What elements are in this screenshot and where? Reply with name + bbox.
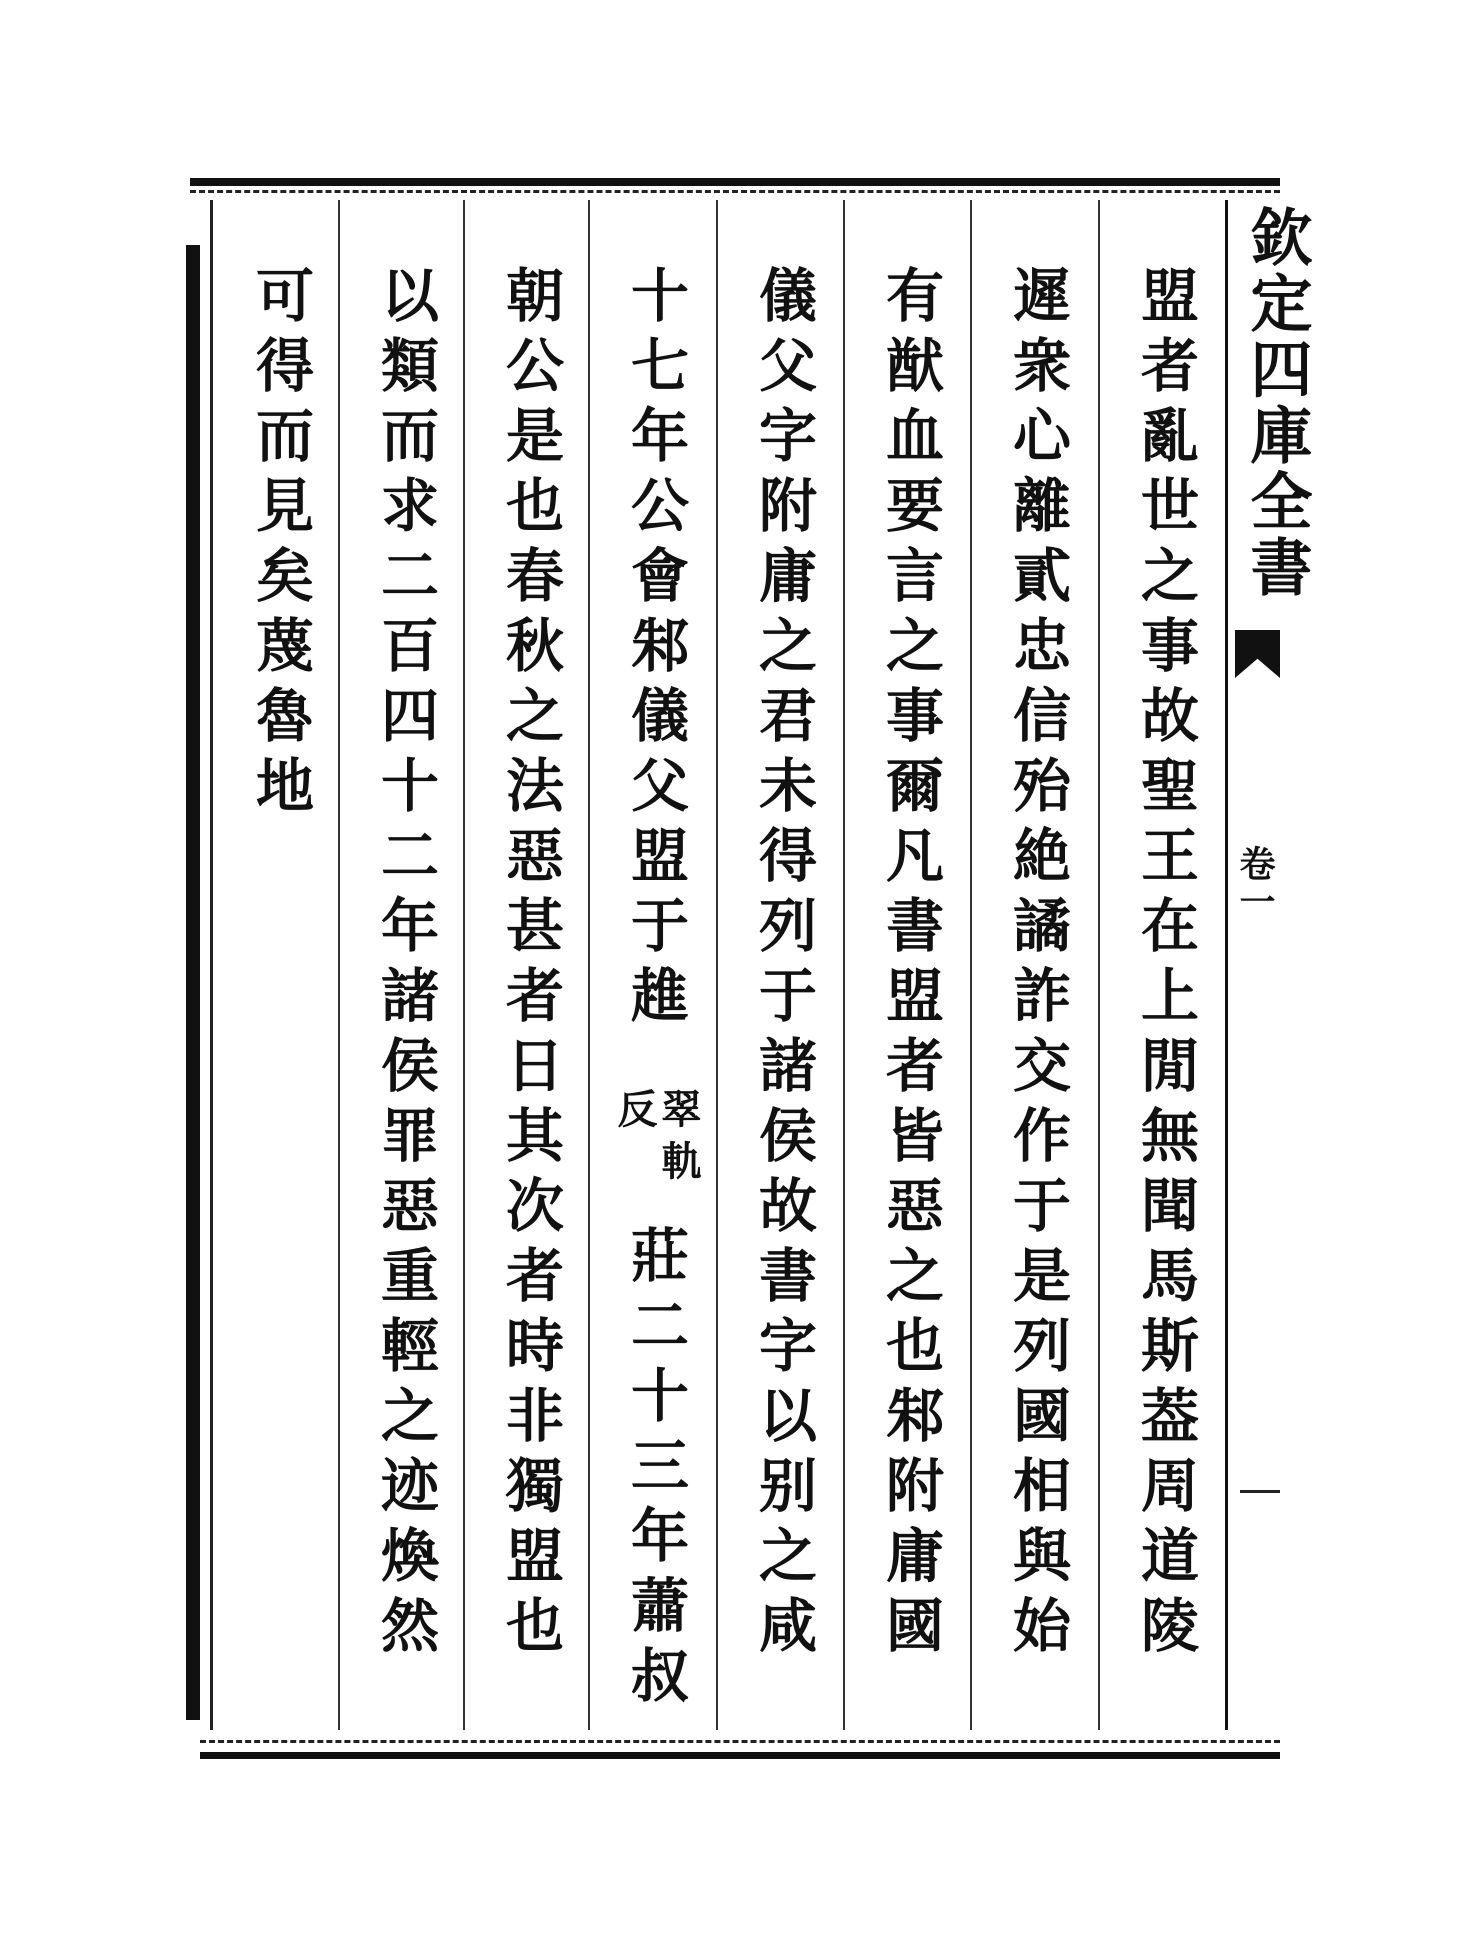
- note-char-cui: 翠: [655, 1088, 702, 1134]
- note-char-fan: 反: [611, 1088, 658, 1134]
- column-divider: [338, 200, 340, 1730]
- column-divider: [588, 200, 590, 1730]
- margin-tick: [1240, 1490, 1280, 1493]
- bottom-border-dashed: [200, 1740, 1280, 1743]
- margin-divider: [1225, 200, 1228, 1730]
- column-divider: [970, 200, 972, 1730]
- left-thin-border: [210, 200, 213, 1730]
- top-border: [190, 178, 1280, 186]
- left-thick-border: [186, 245, 200, 1720]
- text-column-5a: 十七年公會邾儀父盟于趡: [621, 265, 689, 1035]
- column-divider: [463, 200, 465, 1730]
- text-column-3: 有猷血要言之事爾凡書盟者皆惡之也邾附庸國: [876, 265, 944, 1665]
- margin-title: 欽定四庫全書: [1240, 205, 1313, 601]
- text-column-5b: 莊二十三年蕭叔: [621, 1225, 689, 1715]
- text-column-4: 儀父字附庸之君未得列于諸侯故書字以别之咸: [749, 265, 817, 1665]
- text-column-2: 遲衆心離貳忠信殆絶譎詐交作于是列國相與始: [1003, 265, 1071, 1665]
- text-column-1: 盟者亂世之事故聖王在上閒無聞馬斯葢周道陵: [1131, 265, 1199, 1665]
- page-frame: [190, 188, 1280, 1748]
- margin-juan: 卷一: [1234, 845, 1276, 921]
- bottom-border: [200, 1752, 1280, 1759]
- text-column-6: 朝公是也春秋之法惡甚者日其次者時非獨盟也: [496, 265, 564, 1665]
- text-column-7: 以類而求二百四十二年諸侯罪惡重輕之迹煥然: [371, 265, 439, 1665]
- column-divider: [1098, 200, 1100, 1730]
- text-column-8: 可得而見矣蔑魯地: [246, 265, 314, 825]
- column-divider: [716, 200, 718, 1730]
- top-border-dashed: [190, 190, 1280, 193]
- note-char-gui: 軌: [655, 1140, 702, 1186]
- column-divider: [843, 200, 845, 1730]
